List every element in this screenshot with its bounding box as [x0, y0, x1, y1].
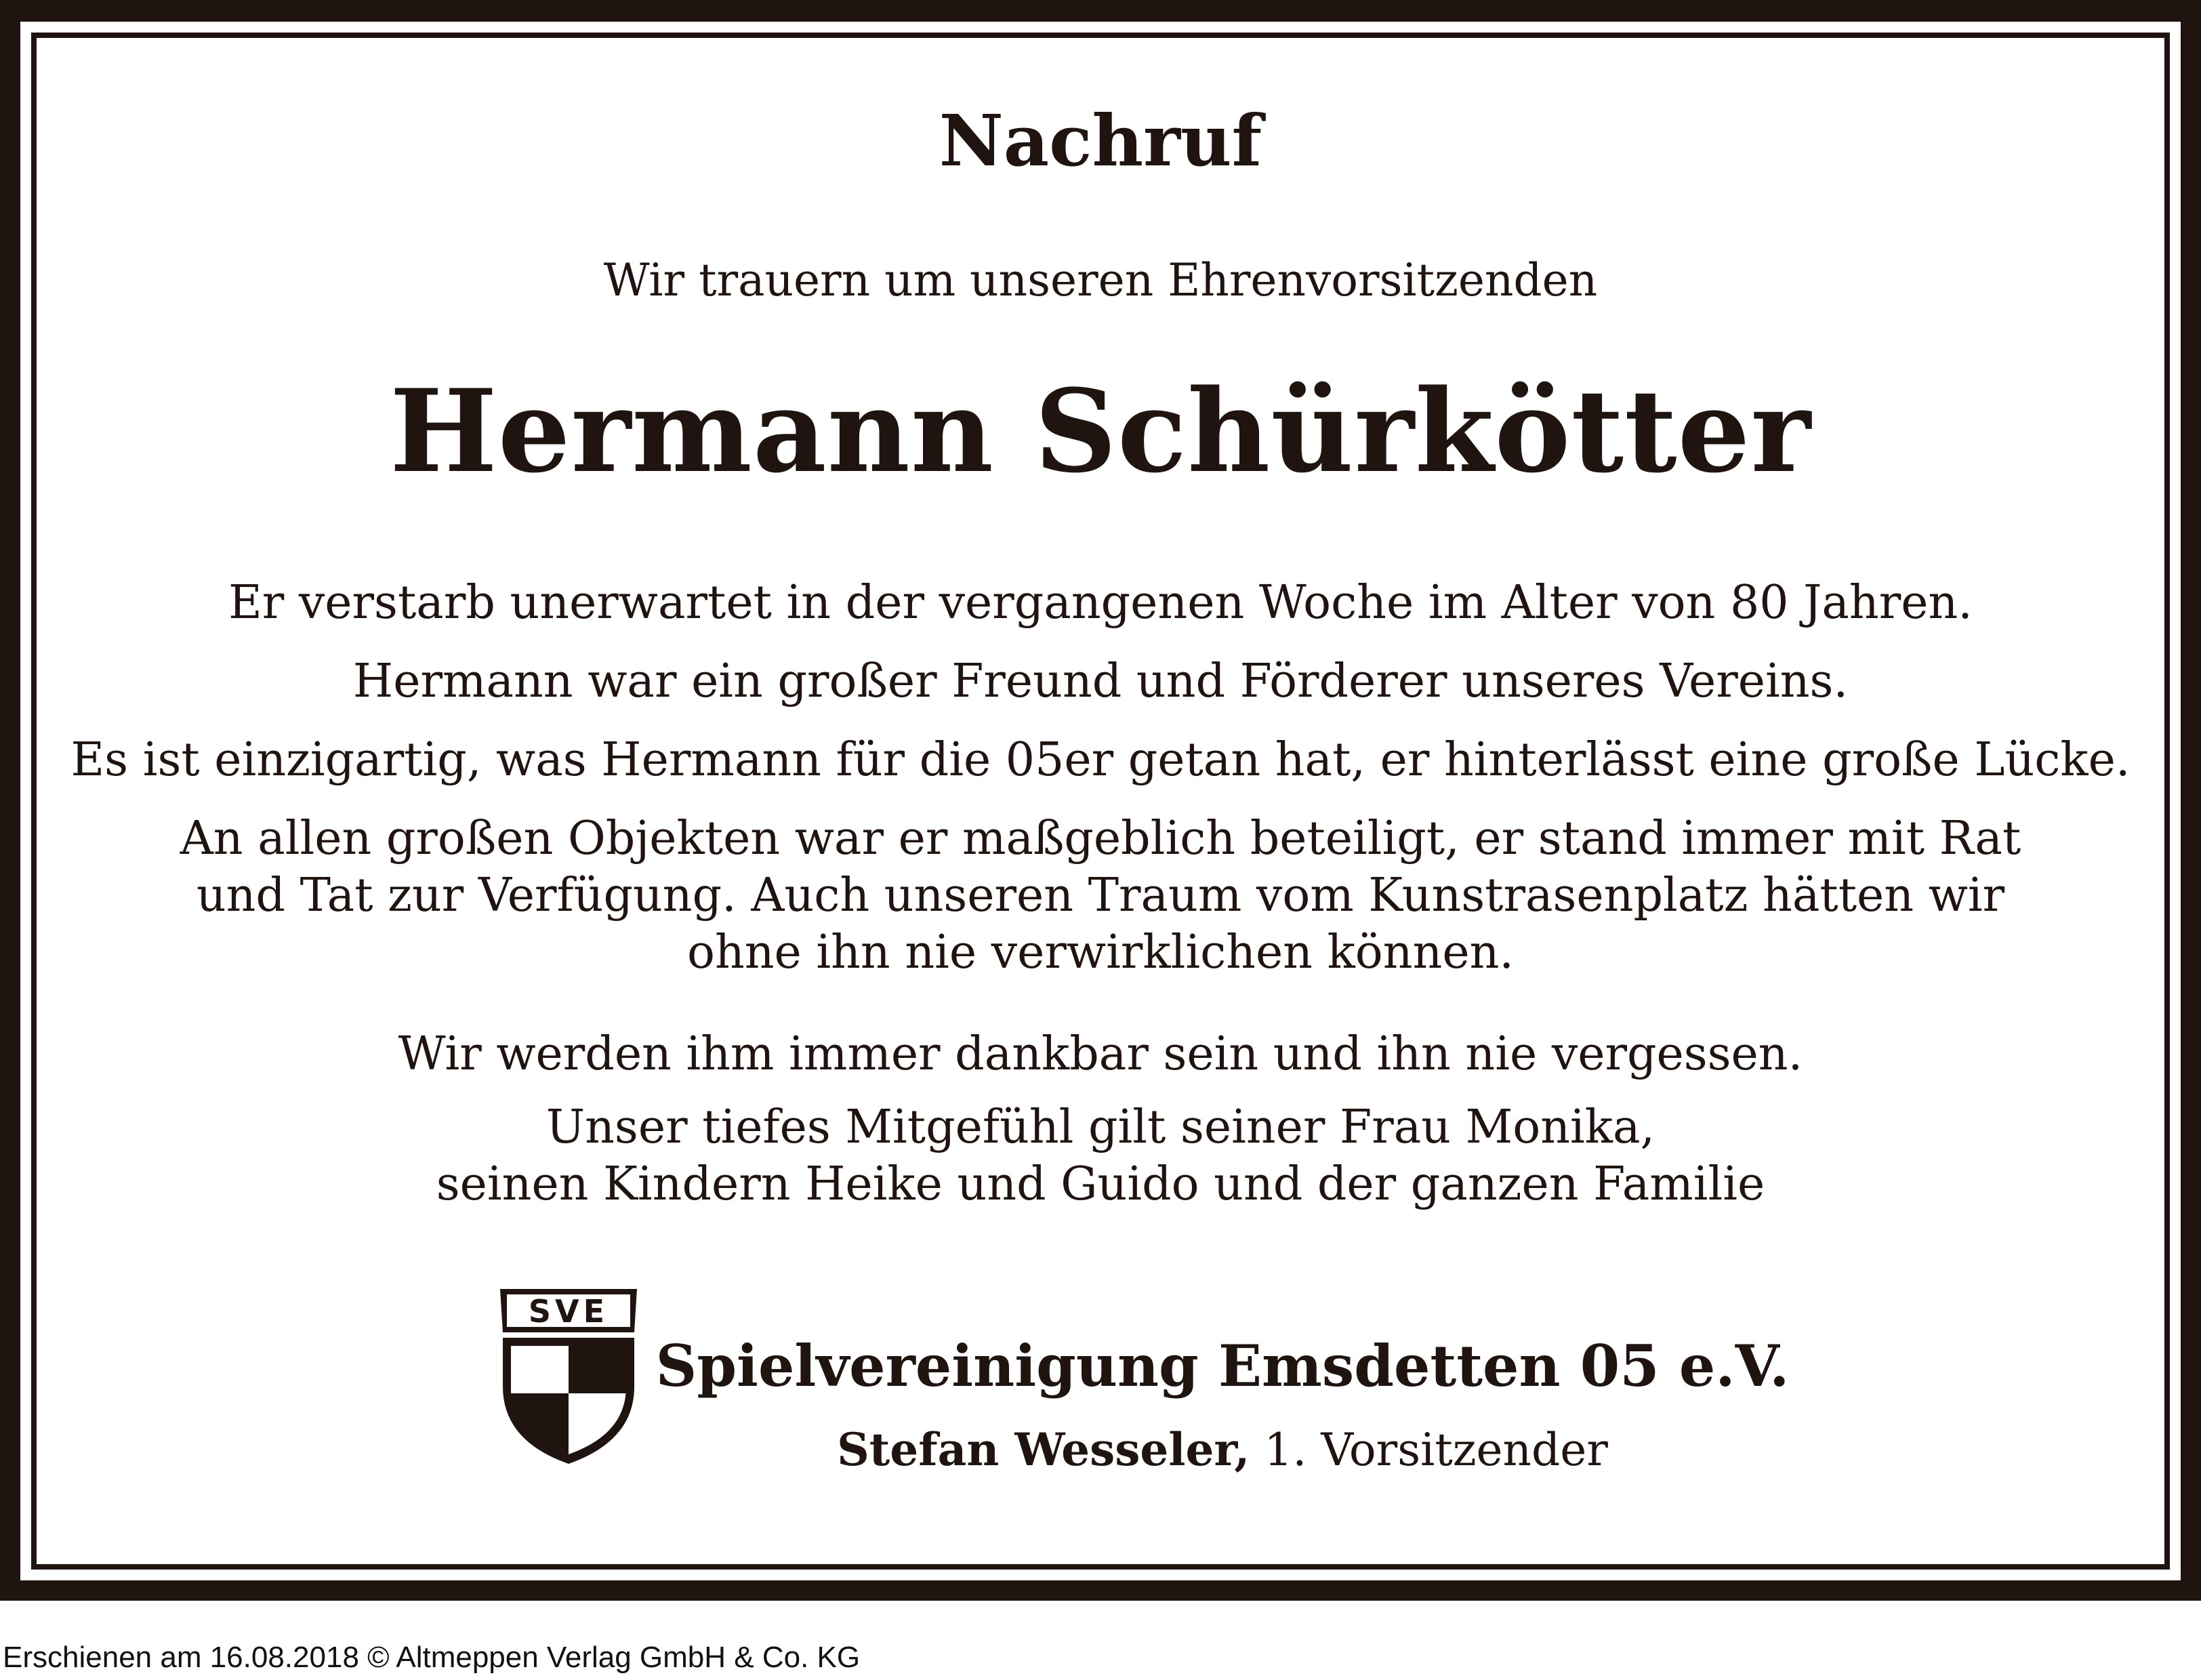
paragraph-2: [37, 653, 2164, 710]
publication-footer: Erschienen am 16.08.2018 © Altmeppen Verlag GmbH & Co. KG: [3, 1641, 861, 1674]
signatory-name: Stefan Wesseler,: [837, 1423, 1250, 1476]
paragraph-line: An allen großen Objekten war er maßgeblich beteiligt, er stand immer mit Rat: [180, 812, 2021, 865]
paragraph-line: Unser tiefes Mitgefühl gilt seiner Frau Monika,: [546, 1101, 1655, 1154]
paragraph-line: ohne ihn nie verwirklichen können.: [687, 926, 1514, 979]
obituary-content: [37, 38, 2164, 1564]
paragraph-line: seinen Kindern Heike und Guido und der ganzen Familie: [436, 1157, 1765, 1211]
crest-letters: SVE: [528, 1293, 609, 1330]
paragraph-5: [37, 1026, 2164, 1083]
signatory-role: 1. Vorsitzender: [1264, 1424, 1608, 1476]
paragraph-line: Hermann war ein großer Freund und Förderer unseres Vereins.: [352, 655, 1849, 708]
paragraph-6: [37, 1099, 2164, 1213]
club-name: Spielvereinigung Emsdetten 05 e.V.: [655, 1332, 1790, 1399]
signatory: [646, 1423, 1798, 1477]
paragraph-line: Er verstarb unerwartet in der vergangenen Woche im Alter von 80 Jahren.: [228, 576, 1973, 630]
deceased-name: Hermann Schürkötter: [390, 364, 1811, 498]
paragraph-1: [37, 575, 2164, 632]
paragraph-3: [37, 732, 2164, 789]
club-crest-icon: [491, 1285, 646, 1468]
notice-heading: Nachruf: [939, 99, 1262, 182]
paragraph-line: Es ist einzigartig, was Hermann für die 05er getan hat, er hinterlässt eine große Lücke.: [70, 733, 2131, 787]
paragraph-4: [37, 811, 2164, 981]
notice-intro: Wir trauern um unseren Ehrenvorsitzenden: [603, 254, 1598, 306]
paragraph-line: Wir werden ihm immer dankbar sein und ihn nie vergessen.: [398, 1027, 1803, 1081]
paragraph-line: und Tat zur Verfügung. Auch unseren Traum vom Kunstrasenplatz hätten wir: [196, 869, 2005, 922]
